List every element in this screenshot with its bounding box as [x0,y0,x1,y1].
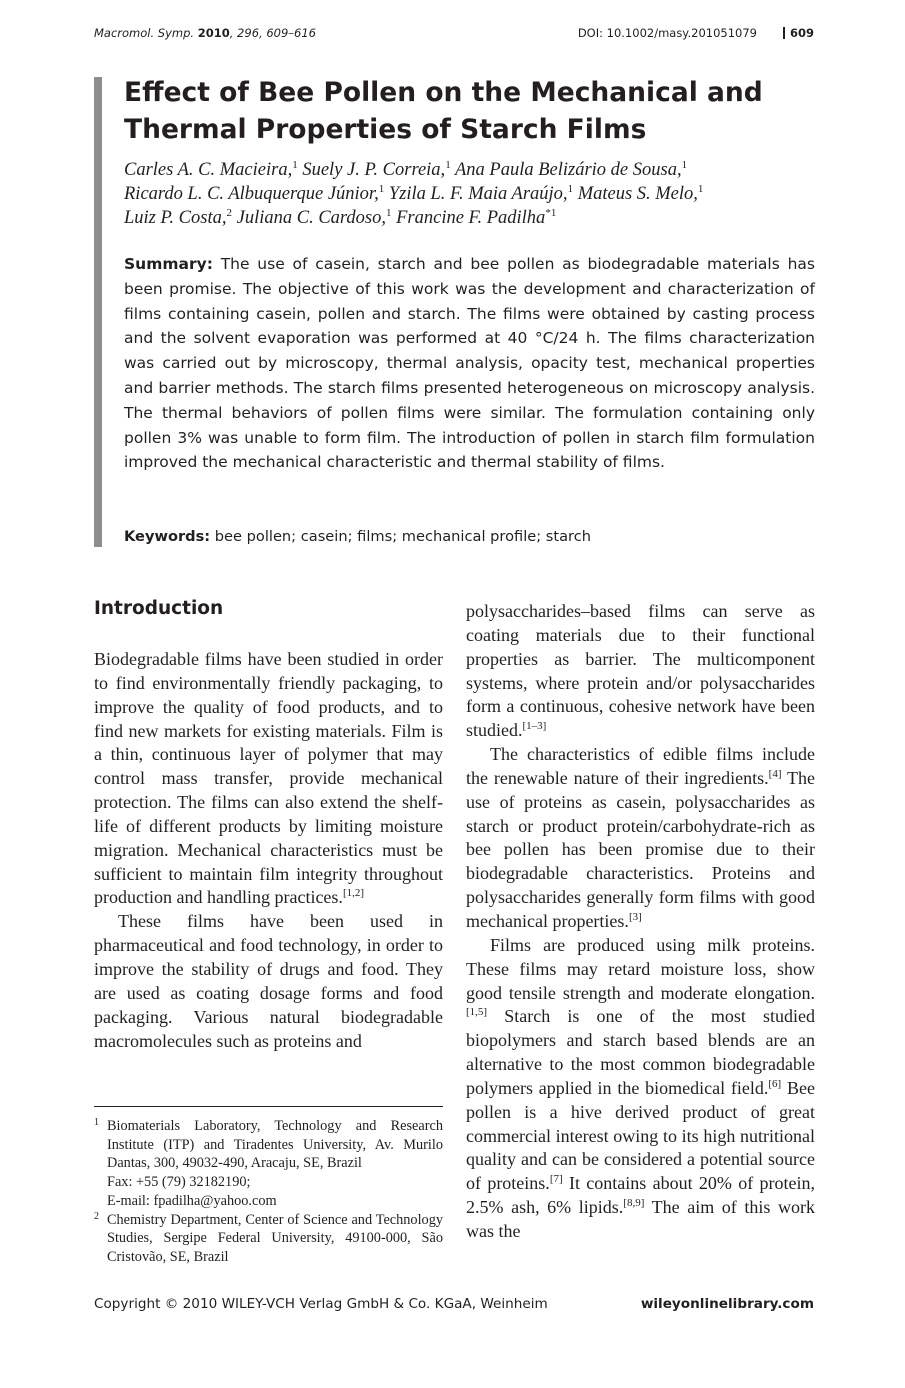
keywords [124,525,815,549]
paragraph-text: Films are produced using milk proteins. These films may retard moisture loss, show good tensile strength and moderate elongation. [466,934,815,1003]
footnote-affiliation-2 [94,1211,443,1267]
citation-ref[interactable]: [4] [768,767,782,780]
citation-ref[interactable]: [8,9] [623,1197,645,1210]
author-affiliation: 1 [697,183,704,195]
author: Ricardo L. C. Albuquerque Júnior, [124,184,379,204]
paragraph [466,743,815,934]
abstract-side-bar [94,77,102,547]
journal-year: 2010 [197,26,230,40]
summary-text: The use of casein, starch and bee pollen as biodegradable materials has been promise. The objective of this work was the development and characterization of films containing casein, pollen and starch. The films were obtained by casting process and the solvent evaporation was performed at 40 °C/24 h. The films characterization was carried out by microscopy, thermal analysis, opacity test, mechanical properties and barrier methods. The starch films presented heterogeneous on microscopy analysis. The thermal behaviors of pollen films were similar. The formulation containing only pollen 3% was unable to form film. The introduction of pollen in starch film formulation improved the mechanical characteristic and thermal stability of films. [124,255,815,472]
page-number: 609 [783,27,814,39]
journal-name: Macromol. Symp. [94,26,195,40]
author: Carles A. C. Macieira, [124,160,293,180]
left-column [94,648,443,1053]
footnote-line: Chemistry Department, Center of Science and Technology Studies, Sergipe Federal University, 49100-000, São Cristovão, SE, Brazil [107,1211,443,1265]
author-affiliation: 1 [292,159,298,171]
footnote-mark: 2 [94,1210,99,1222]
running-header-right [578,26,814,40]
author: Suely J. P. Correia, [302,160,446,180]
paragraph [94,648,443,910]
citation-ref[interactable]: [7] [549,1173,563,1186]
footnote-divider [94,1106,443,1107]
citation-ref[interactable]: [6] [768,1077,782,1090]
paragraph-text: It contains about 20% of protein, 2.5% ash, 6% lipids. [466,1173,816,1218]
citation-ref[interactable]: [1,5] [466,1006,488,1019]
footnotes [94,1117,443,1267]
author: Yzila L. F. Maia Araújo, [388,184,568,204]
summary-label: Summary: [124,255,213,273]
abstract-summary [124,252,815,475]
author-list [124,158,824,230]
footnote-email[interactable]: E-mail: fpadilha@yahoo.com [107,1192,277,1209]
section-heading-introduction: Introduction [94,598,224,619]
author: Ana Paula Belizário de Sousa, [454,160,682,180]
footnote-mark: 1 [94,1117,99,1128]
paragraph-text: The characteristics of edible films include the renewable nature of their ingredients. [466,744,815,788]
copyright-notice: Copyright © 2010 WILEY-VCH Verlag GmbH & Co. KGaA, Weinheim [94,1296,548,1312]
author-affiliation: 1 [445,159,451,171]
right-column [466,600,815,1244]
paragraph-text: The aim of this work was the [466,1197,815,1241]
paragraph-text: Bee pollen is a hive derived product of great commercial interest owing to its high nutritional quality and can be considered a potential source of proteins. [466,1077,815,1194]
footnote-line: Biomaterials Laboratory, Technology and Research Institute (ITP) and Tiradentes University, Av. Murilo Dantas, 300, 49032-490, Aracaju, SE, Brazil [107,1118,443,1172]
author: Luiz P. Costa, [124,208,227,228]
paragraph-text: Biodegradable films have been studied in order to find environmentally friendly packaging, to improve the quality of food products, and to find new markets for existing materials. Film is a thin, continuous layer of polymer that may control mass transfer, provide mechanical protection. The films can also extend the shelf-life of different products by limiting moisture migration. Mechanical characteristics must be sufficient to maintain film integrity throughout production and handling practices. [94,649,443,908]
citation-ref[interactable]: [3] [628,910,642,923]
author-affiliation: 2 [226,207,232,219]
author: Mateus S. Melo, [577,184,698,204]
running-header-citation [94,26,316,40]
paragraph [466,600,815,743]
paragraph-text: polysaccharides–based films can serve as coating materials due to their functional properties as barrier. The multicomponent systems, where protein and/or polysaccharides form a continuous, cohesive network have been studied. [466,601,815,741]
author: Francine F. Padilha [396,208,546,228]
author-affiliation: *1 [545,207,557,219]
paragraph-text: These films have been used in pharmaceutical and food technology, in order to improve the stability of drugs and food. They are used as coating dosage forms and food packaging. Various natural biodegradable macromolecules such as proteins and [94,911,443,1051]
author-affiliation: 1 [378,183,385,195]
paragraph-text: Starch is one of the most studied biopolymers and starch based blends are an alternative to the most common biodegradable polymers applied in the biomedical field. [466,1006,815,1098]
keywords-text: bee pollen; casein; films; mechanical profile; starch [214,528,592,545]
footnote-affiliation-1 [94,1117,443,1211]
paragraph-text: The use of proteins as casein, polysaccharides as starch or product protein/carbohydrate-rich as bee pollen has been promise due to their biodegradable characteristics. Proteins and polysaccharides generally form films with good mechanical properties. [466,767,815,931]
doi[interactable]: DOI: 10.1002/masy.201051079 [577,26,757,40]
citation-ref[interactable]: [1,2] [342,887,365,900]
volume-pages: , 296, 609–616 [229,26,316,40]
footnote-fax: Fax: +55 (79) 32182190; [107,1174,251,1191]
article-title: Effect of Bee Pollen on the Mechanical and Thermal Properties of Starch Films [124,77,763,145]
publisher-website-link[interactable]: wileyonlinelibrary.com [640,1296,814,1312]
citation-ref[interactable]: [1–3] [522,720,547,733]
keywords-label: Keywords: [124,528,211,545]
author-affiliation: 1 [567,183,574,195]
author: Juliana C. Cardoso, [236,208,386,228]
author-affiliation: 1 [681,159,688,171]
paragraph [466,934,815,1244]
paragraph [94,910,443,1053]
author-affiliation: 1 [386,207,392,219]
